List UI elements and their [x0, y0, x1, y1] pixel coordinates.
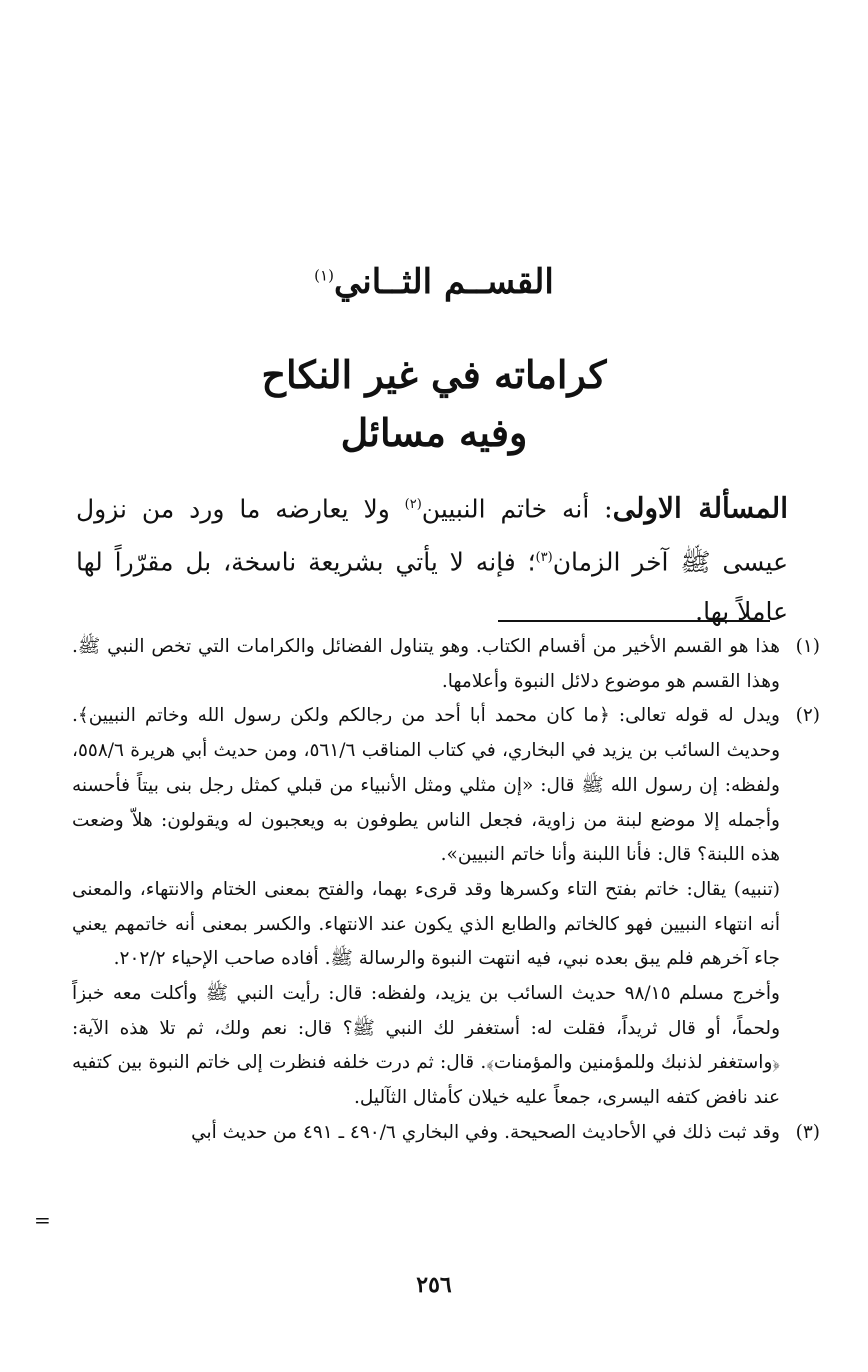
chapter-title: [0, 346, 868, 462]
footnote-text: وقد ثبت ذلك في الأحاديث الصحيحة. وفي البخاري ٤٩٠/٦ ـ ٤٩١ من حديث أبي: [191, 1121, 780, 1143]
footnote-1: [72, 630, 820, 699]
footnote-ref-2: (٢): [404, 497, 422, 512]
footnote-2: [72, 699, 820, 873]
body-text-part-1: : أنه خاتم النبيين: [421, 494, 613, 524]
footnote-2-hadith: وأخرج مسلم ٩٨/١٥ حديث السائب بن يزيد، ولفظه: قال: رأيت النبي ﷺ وأكلت معه خبزاً ولحماً، أو قال ثريداً، فقلت له: أستغفر لك النبي ﷺ؟ قال: نعم ولك، ثم تلا هذه الآية: ﴿واستغفر لذنبك وللمؤمنين والمؤمنات﴾. قال: ثم درت خلفه فنظرت إلى خاتم النبوة بين كتفيه عند نافض كتفه اليسرى، جمعاً عليه خيلان كأمثال الثآليل.: [72, 983, 780, 1109]
body-text-part-3: ؛ فإنه لا يأتي بشريعة ناسخة، بل مقرّراً لها عاملاً بها.: [76, 547, 788, 626]
footnote-ref-1: (١): [314, 266, 334, 285]
issue-label: المسألة الاولى: [612, 491, 788, 525]
footnote-text: ويدل له قوله تعالى: ﴿ما كان محمد أبا أحد من رجالكم ولكن رسول الله وخاتم النبيين﴾. وحديث السائب بن يزيد في البخاري، في كتاب المناقب ٥٦١/٦، ومن حديث أبي هريرة ٥٥٨/٦، ولفظه: إن رسول الله ﷺ قال: «إن مثلي ومثل الأنبياء من قبلي كمثل رجل بنى بيتاً فأحسنه وأجمله إلا موضع لبنة من زاوية، فجعل الناس يطوفون به ويعجبون له ويقولون: هلاّ وضعت هذه اللبنة؟ قال: فأنا اللبنة وأنا خاتم النبيين».: [72, 705, 781, 866]
footnote-divider: [498, 620, 770, 622]
footnote-2-note: (تنبيه) يقال: خاتم بفتح التاء وكسرها وقد قرىء بهما، والفتح بمعنى الختام والانتهاء، والمعنى أنه انتهاء النبيين فهو كالخاتم والطابع الذي يكون عند الانتهاء. والكسر بمعنى أنه خاتمهم يعني جاء آخرهم فلم يبق بعده نبي، فيه انتهت النبوة والرسالة ﷺ. أفاده صاحب الإحياء ٢٠٢/٢.: [72, 878, 780, 970]
section-heading-text: القســم الثــاني: [333, 262, 554, 302]
footnote-text: هذا هو القسم الأخير من أقسام الكتاب. وهو يتناول الفضائل والكرامات التي تخص النبي ﷺ. وهذا القسم هو موضوع دلائل النبوة وأعلامها.: [72, 636, 780, 692]
footnote-number: (٣): [795, 1121, 820, 1143]
chapter-title-line-1: كراماته في غير النكاح: [261, 352, 607, 397]
body-paragraph: [76, 480, 788, 636]
continuation-mark: =: [34, 1208, 51, 1232]
footnote-ref-3: (٣): [535, 550, 553, 566]
footnotes: [72, 630, 820, 1151]
footnote-number: (١): [795, 636, 820, 657]
chapter-title-line-2: وفيه مسائل: [340, 410, 528, 455]
page-number: ٢٥٦: [416, 1272, 452, 1298]
body-text-part-2: ولا يعارضه ما ورد من نزول عيسى ﷺ آخر الزمان: [76, 494, 789, 577]
section-heading: [0, 262, 868, 302]
footnote-3: [72, 1116, 820, 1151]
footnote-number: (٢): [795, 705, 820, 727]
